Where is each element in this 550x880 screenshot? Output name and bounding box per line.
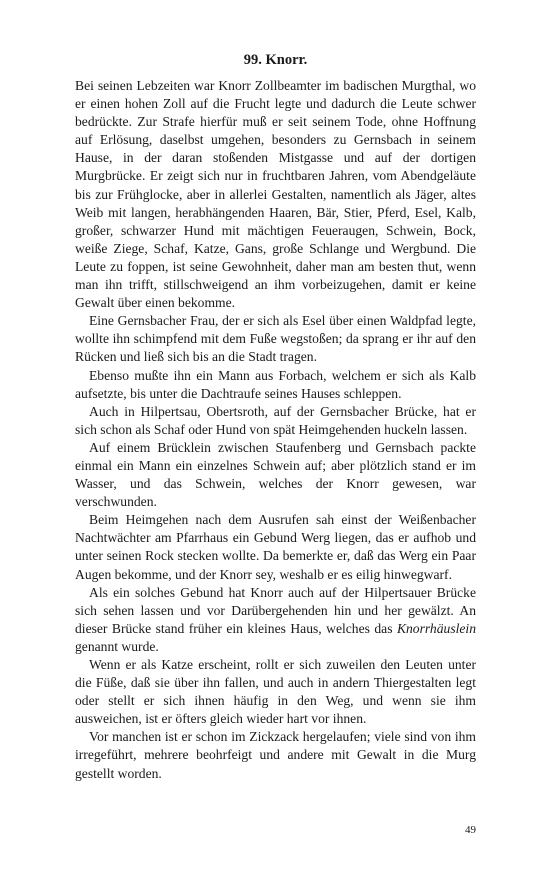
paragraph: Ebenso mußte ihn ein Mann aus Forbach, welchem er sich als Kalb aufsetzte, bis unter die Dachtraufe seines Hauses schleppen. <box>75 367 476 401</box>
page-content <box>75 50 476 783</box>
paragraph: Bei seinen Lebzeiten war Knorr Zollbeamter im badischen Murgthal, wo er einen hohen Zoll auf die Frucht legte und dadurch die Leute schwer bedrückte. Zur Strafe hierfür muß er seit seinem Tode, ohne Hoffnung auf Erlösung, daselbst umgehen, besonders zu Gernsbach in seinem Hause, in der daran stoßenden Mistgasse und auf der dortigen Murgbrücke. Er zeigt sich nur in fruchtbaren Jahren, vom Abendgeläute bis zur Frühglocke, aber in allerlei Gestalten, namentlich als Jäger, altes Weib mit langen, herabhängenden Haaren, Bär, Stier, Pferd, Esel, Kalb, großer, schwarzer Hund mit mächtigen Feueraugen, Schwein, Bock, weiße Ziege, Schaf, Katze, Gans, große Schlange und Wergbund. Die Leute zu foppen, ist seine Gewohnheit, daher man am besten thut, wenn man ihn trifft, stillschweigend an ihm vorbeizugehen, damit er keine Gewalt über einen bekomme. <box>75 78 476 311</box>
body-text <box>75 77 476 783</box>
paragraph: Eine Gernsbacher Frau, der er sich als Esel über einen Waldpfad legte, wollte ihn schimpfend mit dem Fuße wegstoßen; da sprang er ihr auf den Rücken und ließ sich bis an die Stadt tragen. <box>75 313 476 365</box>
page-number: 49 <box>465 824 476 836</box>
paragraph: Auf einem Brücklein zwischen Staufenberg und Gernsbach packte einmal ein Mann ein einzelnes Schwein auf; aber plötzlich stand er im Wasser, und das Schwein, welches der Knorr gewesen, war verschwunden. <box>75 439 476 510</box>
paragraph: Wenn er als Katze erscheint, rollt er sich zuweilen den Leuten unter die Füße, daß sie über ihn fallen, und auch in andern Thiergestalten legt oder stellt er sich ihnen häufig in den Weg, und wenn sie ihm ausweichen, ist er öfters gleich wieder hart vor ihnen. <box>75 657 476 727</box>
paragraph-text: Als ein solches Gebund hat Knorr auch auf der Hilpertsauer Brücke sich sehen lassen und vor Darübergehenden hin und her gewälzt. An dieser Brücke stand früher ein kleines Haus, welches das <box>75 584 476 636</box>
paragraph: Vor manchen ist er schon im Zickzack hergelaufen; viele sind von ihm irregeführt, mehrere beohrfeigt und andere mit Gewalt in die Murg gestellt worden. <box>75 729 476 781</box>
paragraph-text: genannt wurde. <box>75 638 159 654</box>
italic-term: Knorrhäuslein <box>396 620 476 636</box>
paragraph: Beim Heimgehen nach dem Ausrufen sah einst der Weißenbacher Nachtwächter am Pfarrhaus ein Gebund Werg liegen, das er aufhob und unter seinen Rock stecken wollte. Da bemerkte er, daß das Werg ein Paar Augen bekomme, und der Knorr sey, weshalb er es eilig hinwegwarf. <box>75 512 476 582</box>
paragraph: Auch in Hilpertsau, Obertsroth, auf der Gernsbacher Brücke, hat er sich schon als Schaf oder Hund von spät Heimgehenden huckeln lassen. <box>75 403 476 437</box>
page-title: 99. Knorr. <box>243 52 308 68</box>
paragraph <box>75 584 476 656</box>
